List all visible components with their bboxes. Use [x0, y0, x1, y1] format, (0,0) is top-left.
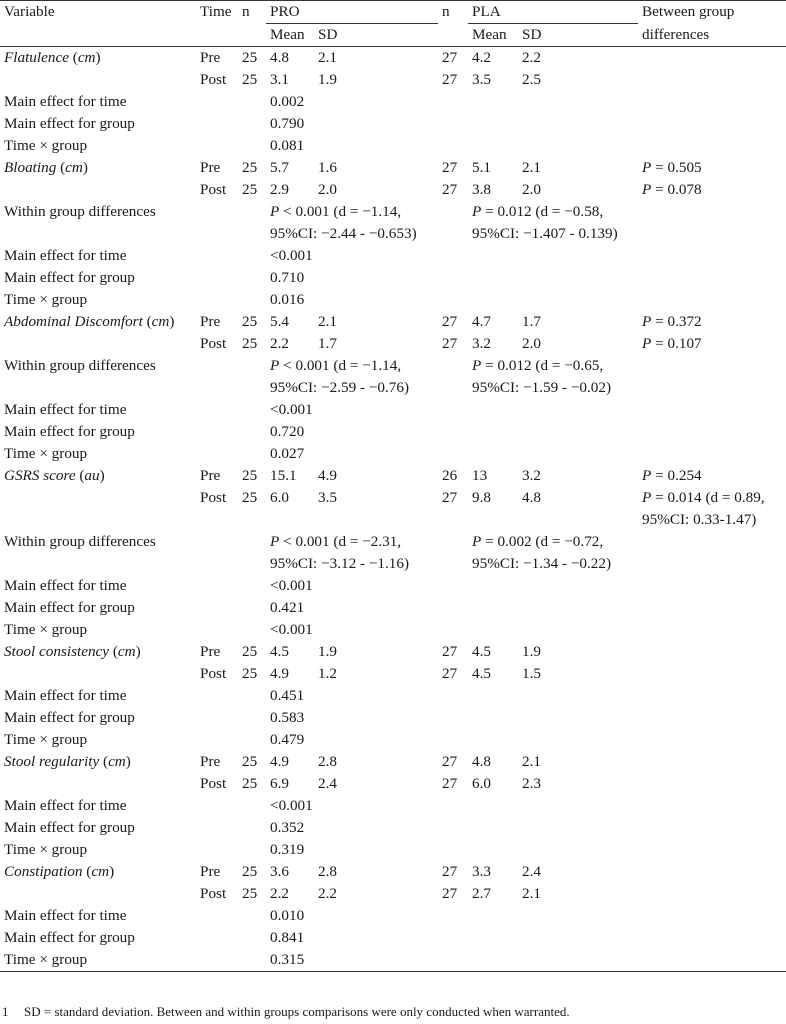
variable-unit: cm [117, 643, 136, 660]
pro-n-cell: 25 [242, 181, 258, 198]
time-cell: Pre [200, 753, 221, 770]
between-cell [638, 311, 786, 333]
table-row [0, 751, 786, 773]
pro-mean-cell: 2.2 [270, 335, 289, 352]
table-row [0, 531, 786, 575]
time-cell: Pre [200, 313, 221, 330]
within-pla-line1: = 0.012 (d = −0.58, [485, 203, 604, 220]
table-row [0, 949, 786, 972]
variable-unit: cm [65, 159, 83, 176]
pro-sd-cell: 1.2 [318, 665, 337, 682]
pla-sd-cell: 2.3 [522, 775, 541, 792]
pla-sd-cell: 2.5 [522, 71, 541, 88]
p-symbol: P [472, 203, 482, 220]
header-sd-pro: SD [314, 24, 438, 47]
effect-value: 0.027 [270, 445, 305, 462]
within-label: Within group differences [4, 357, 156, 374]
header-sd-pla: SD [518, 24, 638, 47]
pla-mean-cell: 9.8 [472, 489, 491, 506]
between-value: = 0.372 [655, 313, 702, 330]
effect-value: 0.479 [270, 731, 305, 748]
effect-label: Main effect for time [4, 797, 127, 814]
between-cell [638, 751, 786, 773]
effect-value: <0.001 [270, 621, 313, 638]
variable-unit: au [84, 467, 100, 484]
variable-name: GSRS score [4, 467, 76, 484]
pla-sd-cell: 1.7 [522, 313, 541, 330]
effect-label: Time × group [4, 621, 88, 638]
within-pla-line2: 95%CI: −1.34 - −0.22) [472, 555, 612, 572]
time-cell: Post [200, 181, 227, 198]
pla-sd-cell: 1.5 [522, 665, 541, 682]
effect-value: 0.319 [270, 841, 305, 858]
pro-mean-cell: 5.4 [270, 313, 289, 330]
effect-label: Main effect for group [4, 819, 135, 836]
pro-mean-cell: 4.9 [270, 665, 289, 682]
effect-value: 0.016 [270, 291, 305, 308]
pro-mean-cell: 2.2 [270, 885, 289, 902]
time-cell: Pre [200, 467, 221, 484]
effect-value: 0.720 [270, 423, 305, 440]
effect-value: 0.315 [266, 949, 438, 972]
table-row [0, 245, 786, 267]
time-cell: Post [200, 335, 227, 352]
variable-label: Stool consistency (cm) [4, 643, 141, 660]
pla-sd-cell: 2.1 [522, 159, 541, 176]
header-n-pla: n [438, 1, 468, 24]
effect-value: 0.841 [270, 929, 305, 946]
table-row [0, 773, 786, 795]
header-mean-pla: Mean [468, 24, 518, 47]
table-row [0, 685, 786, 707]
pla-mean-cell: 2.7 [472, 885, 491, 902]
table-row [0, 311, 786, 333]
effect-value: <0.001 [270, 401, 313, 418]
within-pla-line2: 95%CI: −1.407 - 0.139) [472, 225, 618, 242]
time-cell: Post [200, 71, 227, 88]
header-pla: PLA [468, 1, 638, 24]
table-row [0, 883, 786, 905]
within-pla-line1: = 0.002 (d = −0.72, [485, 533, 604, 550]
pla-sd-cell: 2.1 [522, 885, 541, 902]
footnote [2, 1003, 782, 1021]
pro-mean-cell: 3.6 [270, 863, 289, 880]
table-row [0, 421, 786, 443]
variable-cell [0, 773, 196, 795]
table-row [0, 179, 786, 201]
pla-sd-cell: 3.2 [522, 467, 541, 484]
within-label: Within group differences [4, 203, 156, 220]
pla-mean-cell: 4.5 [472, 643, 491, 660]
pla-n-cell: 27 [442, 863, 458, 880]
time-cell: Pre [200, 49, 221, 66]
pro-sd-cell: 2.1 [318, 49, 337, 66]
pla-n-cell: 27 [442, 665, 458, 682]
table-row [0, 707, 786, 729]
pro-n-cell: 25 [242, 489, 258, 506]
pla-sd-cell: 2.2 [522, 49, 541, 66]
table-row [0, 905, 786, 927]
within-pro-line2: 95%CI: −2.44 - −0.653) [270, 225, 417, 242]
effect-value: 0.790 [270, 115, 305, 132]
between-cell [638, 861, 786, 883]
within-pro-line2: 95%CI: −3.12 - −1.16) [270, 555, 410, 572]
pla-sd-cell: 1.9 [522, 643, 541, 660]
pro-n-cell: 25 [242, 71, 258, 88]
p-symbol: P [270, 533, 280, 550]
pla-mean-cell: 6.0 [472, 775, 491, 792]
pla-sd-cell: 2.4 [522, 863, 541, 880]
p-symbol: P [642, 159, 652, 176]
pro-mean-cell: 4.8 [270, 49, 289, 66]
effect-label: Main effect for group [4, 115, 135, 132]
header-between-line1: Between group [638, 1, 786, 24]
pla-mean-cell: 3.3 [472, 863, 491, 880]
pla-mean-cell: 3.8 [472, 181, 491, 198]
between-cell [638, 47, 786, 70]
pro-n-cell: 25 [242, 665, 258, 682]
variable-label: Stool regularity (cm) [4, 753, 131, 770]
pla-n-cell: 27 [442, 313, 458, 330]
table-row [0, 91, 786, 113]
variable-name: Flatulence [4, 49, 69, 66]
table-row [0, 465, 786, 487]
variable-cell [0, 69, 196, 91]
table-row [0, 597, 786, 619]
pro-n-cell: 25 [242, 885, 258, 902]
time-cell: Pre [200, 159, 221, 176]
pro-mean-cell: 5.7 [270, 159, 289, 176]
effect-label: Main effect for time [4, 577, 127, 594]
within-pro [266, 531, 468, 575]
within-pro-line1: < 0.001 (d = −2.31, [283, 533, 402, 550]
table-row [0, 729, 786, 751]
table-row [0, 69, 786, 91]
table-body [0, 47, 786, 972]
pro-sd-cell: 4.9 [318, 467, 337, 484]
table-row [0, 333, 786, 355]
between-value: = 0.107 [655, 335, 702, 352]
variable-name: Stool regularity [4, 753, 100, 770]
pro-mean-cell: 2.9 [270, 181, 289, 198]
between-cell [638, 641, 786, 663]
time-cell: Pre [200, 863, 221, 880]
effect-label: Time × group [4, 291, 88, 308]
pro-sd-cell: 1.9 [318, 643, 337, 660]
effect-label: Main effect for group [4, 423, 135, 440]
pro-sd-cell: 2.1 [318, 313, 337, 330]
effect-label: Time × group [4, 137, 88, 154]
effect-value: 0.583 [270, 709, 305, 726]
effect-value: <0.001 [270, 577, 313, 594]
variable-cell [0, 883, 196, 905]
table-row [0, 267, 786, 289]
table-row [0, 663, 786, 685]
pla-mean-cell: 3.2 [472, 335, 491, 352]
pro-n-cell: 25 [242, 467, 258, 484]
pro-sd-cell: 3.5 [318, 489, 337, 506]
table-row [0, 487, 786, 531]
pro-n-cell: 25 [242, 775, 258, 792]
between-value: = 0.078 [655, 181, 702, 198]
table-row [0, 443, 786, 465]
table-row [0, 399, 786, 421]
effect-value: <0.001 [270, 797, 313, 814]
variable-cell [0, 333, 196, 355]
within-pro-line1: < 0.001 (d = −1.14, [283, 203, 402, 220]
table-row [0, 575, 786, 597]
effect-value: 0.710 [270, 269, 305, 286]
table-row [0, 289, 786, 311]
pro-sd-cell: 1.6 [318, 159, 337, 176]
pro-mean-cell: 3.1 [270, 71, 289, 88]
pla-sd-cell: 4.8 [522, 489, 541, 506]
within-pro [266, 355, 468, 399]
within-pla-line1: = 0.012 (d = −0.65, [485, 357, 604, 374]
within-label: Within group differences [4, 533, 156, 550]
pro-n-cell: 25 [242, 159, 258, 176]
effect-label: Main effect for time [4, 401, 127, 418]
variable-unit: cm [77, 49, 96, 66]
header-between-line2: differences [638, 24, 786, 47]
effect-value: 0.010 [270, 907, 305, 924]
time-cell: Post [200, 775, 227, 792]
between-cell [638, 157, 786, 179]
p-symbol: P [642, 489, 652, 506]
within-pro-line2: 95%CI: −2.59 - −0.76) [270, 379, 410, 396]
pla-mean-cell: 4.5 [472, 665, 491, 682]
pro-n-cell: 25 [242, 753, 258, 770]
table-row [0, 355, 786, 399]
pla-n-cell: 27 [442, 753, 458, 770]
within-pla [468, 201, 786, 245]
pla-n-cell: 27 [442, 159, 458, 176]
p-symbol: P [270, 357, 280, 374]
variable-cell [0, 179, 196, 201]
variable-cell [0, 663, 196, 685]
variable-label: Constipation (cm) [4, 863, 115, 880]
time-cell: Post [200, 489, 227, 506]
pla-n-cell: 26 [442, 467, 458, 484]
variable-label: Flatulence (cm) [4, 49, 101, 66]
table-row [0, 135, 786, 157]
header-n-pro: n [238, 1, 266, 24]
effect-label: Main effect for group [4, 269, 135, 286]
table-row [0, 861, 786, 883]
effect-label: Main effect for group [4, 929, 135, 946]
variable-unit: cm [151, 313, 170, 330]
effect-value: 0.451 [270, 687, 305, 704]
pro-mean-cell: 6.0 [270, 489, 289, 506]
effect-label: Time × group [4, 731, 88, 748]
effect-label: Main effect for time [4, 247, 127, 264]
variable-name: Stool consistency [4, 643, 110, 660]
pla-mean-cell: 4.8 [472, 753, 491, 770]
between-cell [638, 69, 786, 91]
effect-label: Time × group [4, 445, 88, 462]
pla-mean-cell: 13 [472, 467, 488, 484]
pro-sd-cell: 2.8 [318, 863, 337, 880]
header-variable: Variable [0, 1, 196, 24]
pla-mean-cell: 4.7 [472, 313, 491, 330]
variable-unit: cm [91, 863, 110, 880]
effect-value: 0.081 [270, 137, 305, 154]
effect-label: Time × group [4, 841, 88, 858]
table-row [0, 839, 786, 861]
p-symbol: P [642, 335, 652, 352]
header-pro: PRO [266, 1, 438, 24]
footnote-mark: 1 [2, 1004, 9, 1019]
pla-n-cell: 27 [442, 335, 458, 352]
p-symbol: P [642, 313, 652, 330]
footnote-text: SD = standard deviation. Between and within groups comparisons were only conducted when warranted. [24, 1004, 570, 1019]
effect-label: Main effect for group [4, 599, 135, 616]
between-cell [638, 773, 786, 795]
variable-cell [0, 487, 196, 531]
pro-mean-cell: 6.9 [270, 775, 289, 792]
p-symbol: P [642, 181, 652, 198]
table-row [0, 817, 786, 839]
table-row [0, 641, 786, 663]
effect-label: Main effect for time [4, 687, 127, 704]
between-value: = 0.254 [655, 467, 702, 484]
pro-sd-cell: 2.0 [318, 181, 337, 198]
within-pla [468, 531, 786, 575]
between-cell [638, 883, 786, 905]
table-row [0, 795, 786, 817]
p-symbol: P [642, 467, 652, 484]
pla-n-cell: 27 [442, 49, 458, 66]
time-cell: Post [200, 885, 227, 902]
variable-label: GSRS score (au) [4, 467, 105, 484]
table-row [0, 619, 786, 641]
pro-n-cell: 25 [242, 49, 258, 66]
table-row [0, 201, 786, 245]
pro-mean-cell: 4.9 [270, 753, 289, 770]
between-cell [638, 663, 786, 685]
variable-name: Bloating [4, 159, 57, 176]
time-cell: Pre [200, 643, 221, 660]
variable-unit: cm [108, 753, 126, 770]
pla-n-cell: 27 [442, 181, 458, 198]
pro-mean-cell: 4.5 [270, 643, 289, 660]
pla-n-cell: 27 [442, 775, 458, 792]
effect-label: Main effect for time [4, 93, 127, 110]
pla-n-cell: 27 [442, 643, 458, 660]
table-row [0, 47, 786, 70]
variable-label: Abdominal Discomfort (cm) [4, 313, 175, 330]
table-row [0, 157, 786, 179]
between-cell [638, 487, 786, 531]
table-row [0, 113, 786, 135]
effect-value: 0.002 [270, 93, 305, 110]
pro-n-cell: 25 [242, 863, 258, 880]
within-pla-line2: 95%CI: −1.59 - −0.02) [472, 379, 612, 396]
p-symbol: P [472, 357, 482, 374]
between-cell [638, 179, 786, 201]
pro-sd-cell: 2.4 [318, 775, 337, 792]
pla-sd-cell: 2.1 [522, 753, 541, 770]
pro-n-cell: 25 [242, 643, 258, 660]
between-cell [638, 465, 786, 487]
effect-label: Time × group [0, 949, 266, 972]
effect-value: 0.421 [270, 599, 305, 616]
pla-mean-cell: 4.2 [472, 49, 491, 66]
pro-sd-cell: 1.9 [318, 71, 337, 88]
pla-n-cell: 27 [442, 885, 458, 902]
between-value: = 0.014 (d = 0.89, 95%CI: 0.33-1.47) [642, 489, 765, 528]
pro-mean-cell: 15.1 [270, 467, 297, 484]
p-symbol: P [270, 203, 280, 220]
pla-n-cell: 27 [442, 71, 458, 88]
between-cell [638, 333, 786, 355]
pro-sd-cell: 2.2 [318, 885, 337, 902]
within-pro-line1: < 0.001 (d = −1.14, [283, 357, 402, 374]
within-pla [468, 355, 786, 399]
pla-sd-cell: 2.0 [522, 335, 541, 352]
variable-name: Abdominal Discomfort [4, 313, 143, 330]
effect-label: Main effect for time [4, 907, 127, 924]
effect-label: Main effect for group [4, 709, 135, 726]
effect-value: <0.001 [270, 247, 313, 264]
p-symbol: P [472, 533, 482, 550]
table-row [0, 927, 786, 949]
time-cell: Post [200, 665, 227, 682]
pla-mean-cell: 3.5 [472, 71, 491, 88]
pro-sd-cell: 2.8 [318, 753, 337, 770]
pro-n-cell: 25 [242, 335, 258, 352]
header-time: Time [196, 1, 238, 24]
within-pro [266, 201, 468, 245]
variable-label: Bloating (cm) [4, 159, 88, 176]
table-header [0, 1, 786, 47]
between-value: = 0.505 [655, 159, 702, 176]
header-mean-pro: Mean [266, 24, 314, 47]
variable-name: Constipation [4, 863, 83, 880]
pla-n-cell: 27 [442, 489, 458, 506]
pro-n-cell: 25 [242, 313, 258, 330]
pla-sd-cell: 2.0 [522, 181, 541, 198]
pro-sd-cell: 1.7 [318, 335, 337, 352]
effect-value: 0.352 [270, 819, 305, 836]
pla-mean-cell: 5.1 [472, 159, 491, 176]
